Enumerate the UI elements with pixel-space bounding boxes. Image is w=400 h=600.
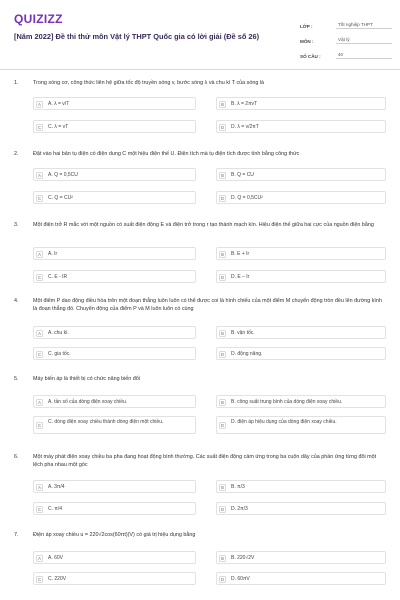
worksheet-title: [Năm 2022] Đề thi thử môn Vật lý THPT Quốc gia có lời giải (Đề số 26) xyxy=(14,32,260,41)
option-text: D. Q = 0,5CU² xyxy=(231,195,263,201)
option-a[interactable] xyxy=(33,551,196,564)
option-letter-badge: C xyxy=(37,124,42,130)
option-b[interactable] xyxy=(216,168,386,181)
option-letter-badge: B xyxy=(219,101,226,108)
question-text: Trong sóng cơ, công thức liên hệ giữa tốc độ truyền sóng v, bước sóng λ và chu kì T của sóng là xyxy=(33,80,265,86)
option-text: C. π/4 xyxy=(48,506,63,512)
option-text: A. λ = v/T xyxy=(48,101,70,107)
question-number: 1. xyxy=(14,80,19,86)
option-c[interactable] xyxy=(33,270,196,283)
option-text: D. 60πV xyxy=(231,576,250,582)
meta-value-subject: Vật lý xyxy=(336,37,392,44)
question-number: 2. xyxy=(14,151,19,157)
option-text: B. vận tốc. xyxy=(231,330,255,336)
option-text: B. 220√2V xyxy=(231,555,255,561)
option-text: D. động năng. xyxy=(231,351,263,357)
option-letter-badge: B xyxy=(219,172,226,179)
option-d[interactable] xyxy=(216,416,386,434)
quizizz-logo: QUIZIZZ xyxy=(14,12,63,26)
question-number: 3. xyxy=(14,222,19,228)
option-letter-badge: B xyxy=(219,555,226,562)
option-c[interactable] xyxy=(33,191,196,204)
option-text: C. Q = CU² xyxy=(48,195,73,201)
question-text: Điện áp xoay chiều u = 220√2cos(60πt)(V) có giá trị hiệu dụng bằng xyxy=(33,532,196,538)
option-a[interactable] xyxy=(33,97,196,110)
option-text: D. λ = v/2πT xyxy=(231,124,259,130)
option-c[interactable] xyxy=(33,120,196,133)
meta-row-class xyxy=(300,14,392,29)
option-b[interactable] xyxy=(216,395,386,408)
option-letter-badge: C xyxy=(37,576,42,582)
question-text: Máy biến áp là thiết bị có chức năng biến đổi xyxy=(33,376,140,382)
question-number: 5. xyxy=(14,376,19,382)
option-letter-badge: D xyxy=(220,351,225,357)
option-d[interactable] xyxy=(216,191,386,204)
option-letter-badge: D xyxy=(220,506,225,512)
option-b[interactable] xyxy=(216,480,386,493)
option-letter-badge: C xyxy=(37,195,42,201)
option-letter-badge: C xyxy=(37,351,42,357)
option-text: C. dòng điện xoay chiều thành dòng điện một chiều. xyxy=(48,419,164,425)
option-letter-badge: A xyxy=(36,101,43,108)
option-letter-badge: D xyxy=(220,124,225,130)
question-number: 4. xyxy=(14,298,19,304)
option-d[interactable] xyxy=(216,120,386,133)
worksheet-header xyxy=(0,0,400,70)
option-letter-badge: A xyxy=(36,484,43,491)
option-text: D. điện áp hiệu dụng của dòng điện xoay chiều. xyxy=(231,419,337,425)
option-letter-badge: C xyxy=(37,422,42,428)
question-number: 6. xyxy=(14,454,19,460)
option-text: D. E – Ir xyxy=(231,274,250,280)
meta-label: SỐ CÂU : xyxy=(300,54,321,59)
option-c[interactable] xyxy=(33,347,196,360)
option-letter-badge: A xyxy=(36,330,43,337)
option-letter-badge: D xyxy=(220,576,225,582)
option-letter-badge: D xyxy=(220,422,225,428)
option-d[interactable] xyxy=(216,572,386,585)
option-text: C. E - IR xyxy=(48,274,68,280)
meta-value-class: Tốt nghiệp THPT xyxy=(336,22,392,29)
option-text: B. công suất trung bình của dòng điện xoay chiều. xyxy=(231,399,343,405)
option-letter-badge: D xyxy=(220,274,225,280)
option-a[interactable] xyxy=(33,326,196,339)
option-c[interactable] xyxy=(33,502,196,515)
option-text: A. Ir xyxy=(48,251,58,257)
option-letter-badge: D xyxy=(220,195,225,201)
option-letter-badge: A xyxy=(36,555,43,562)
option-text: A. 3π/4 xyxy=(48,484,65,490)
option-text: B. E + Ir xyxy=(231,251,250,257)
option-text: C. gia tốc. xyxy=(48,351,71,357)
option-d[interactable] xyxy=(216,270,386,283)
option-text: A. 60V xyxy=(48,555,64,561)
option-text: A. Q = 0,5CU xyxy=(48,172,78,178)
option-letter-badge: B xyxy=(219,251,226,258)
option-letter-badge: B xyxy=(219,330,226,337)
question-number: 7. xyxy=(14,532,19,538)
question-text: Một điện trở R mắc với một nguồn có suất điện động E và điện trở trong r tạo thành mạch kín. Hiệu điện thế giữa hai cực của nguồn điện bằng xyxy=(33,222,374,228)
option-d[interactable] xyxy=(216,347,386,360)
option-letter-badge: C xyxy=(37,506,42,512)
option-text: B. Q = CU xyxy=(231,172,254,178)
meta-label: LỚP : xyxy=(300,24,313,29)
option-c[interactable] xyxy=(33,416,196,434)
option-b[interactable] xyxy=(216,247,386,260)
option-text: A. tần số của dòng điện xoay chiều. xyxy=(48,399,128,405)
option-letter-badge: C xyxy=(37,274,42,280)
meta-row-question-count xyxy=(300,44,392,59)
question-text: Một điểm P dao động điều hòa trên một đoạn thẳng luôn luôn có thể được coi là hình chiếu của một điểm M chuyển động tròn đều lên đường kính là đoạn thẳng đó. Chuyển động của điểm P và M luôn luôn có cùng xyxy=(33,298,382,312)
option-text: D. 2π/3 xyxy=(231,506,248,512)
option-text: B. π/3 xyxy=(231,484,245,490)
option-letter-badge: B xyxy=(219,484,226,491)
question-text: Một máy phát điện xoay chiều ba pha đang hoạt động bình thường. Các suất điện động cảm ứng trong ba cuộn dây của phần ứng từng đôi một lệch pha nhau một góc xyxy=(33,454,377,468)
option-a[interactable] xyxy=(33,480,196,493)
option-c[interactable] xyxy=(33,572,196,585)
meta-value-question-count: 40 xyxy=(336,52,392,59)
option-d[interactable] xyxy=(216,502,386,515)
option-letter-badge: A xyxy=(36,172,43,179)
meta-row-subject xyxy=(300,29,392,44)
meta-label: MÔN : xyxy=(300,39,314,44)
option-text: C. 220V xyxy=(48,576,67,582)
option-b[interactable] xyxy=(216,97,386,110)
option-a[interactable] xyxy=(33,168,196,181)
option-text: A. chu kì. xyxy=(48,330,69,336)
option-letter-badge: B xyxy=(219,399,226,406)
option-a[interactable] xyxy=(33,247,196,260)
option-letter-badge: A xyxy=(36,399,43,406)
option-a[interactable] xyxy=(33,395,196,408)
option-text: C. λ = vT xyxy=(48,124,69,130)
worksheet-meta xyxy=(300,14,392,59)
question-text: Đặt vào hai bản tụ điện có điện dung C một hiệu điện thế U. Điện tích mà tụ điện tích được tính bằng công thức xyxy=(33,151,300,157)
option-b[interactable] xyxy=(216,326,386,339)
option-text: B. λ = 2πvT xyxy=(231,101,258,107)
option-b[interactable] xyxy=(216,551,386,564)
option-letter-badge: A xyxy=(36,251,43,258)
